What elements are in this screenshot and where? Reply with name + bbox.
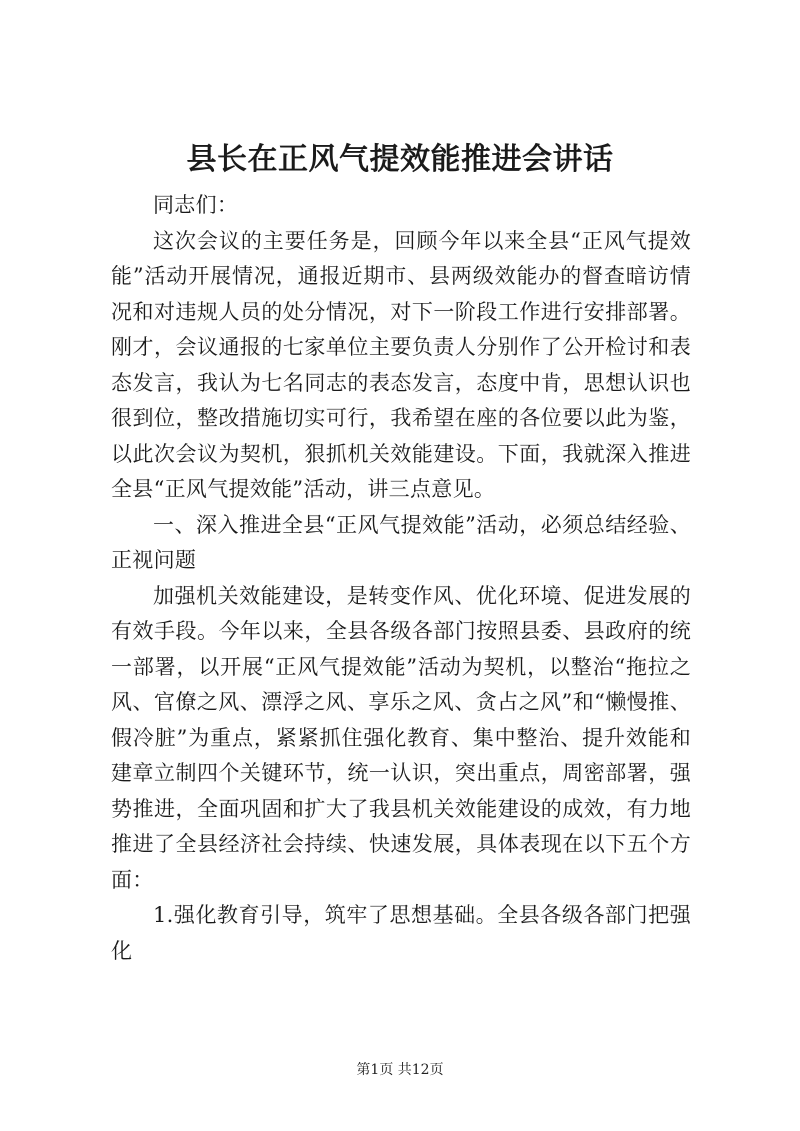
document-title: 县长在正风气提效能推进会讲话 (186, 142, 614, 177)
paragraph-introduction: 这次会议的主要任务是，回顾今年以来全县“正风气提效能”活动开展情况，通报近期市、县两级效能办的督查暗访情况和对违规人员的处分情况，对下一阶段工作进行安排部署。刚才，会议通报的七家单位主要负责人分别作了公开检讨和表态发言，我认为七名同志的表态发言，态度中肯，思想认识也很到位，整改措施切实可行，我希望在座的各位要以此为鉴，以此次会议为契机，狠抓机关效能建设。下面，我就深入推进全县“正风气提效能”活动，讲三点意见。 (111, 228, 691, 501)
page-number-footer: 第1页 共12页 (356, 1062, 444, 1078)
section-heading-1: 一、深入推进全县“正风气提效能”活动，必须总结经验、正视问题 (111, 512, 691, 572)
paragraph-section-1: 加强机关效能建设，是转变作风、优化环境、促进发展的有效手段。今年以来，全县各级各部门按照县委、县政府的统一部署，以开展“正风气提效能”活动为契机，以整治“拖拉之风、官僚之风、漂浮之风、享乐之风、贪占之风”和“懒慢推、假冷脏”为重点，紧紧抓住强化教育、集中整治、提升效能和建章立制四个关键环节，统一认识，突出重点，周密部署，强势推进，全面巩固和扩大了我县机关效能建设的成效，有力地推进了全县经济社会持续、快速发展，具体表现在以下五个方面： (111, 583, 691, 892)
paragraph-subpoint-1: 1.强化教育引导，筑牢了思想基础。全县各级各部门把强化 (111, 903, 691, 963)
document-body (111, 188, 691, 969)
paragraph-greeting: 同志们： (153, 193, 239, 217)
